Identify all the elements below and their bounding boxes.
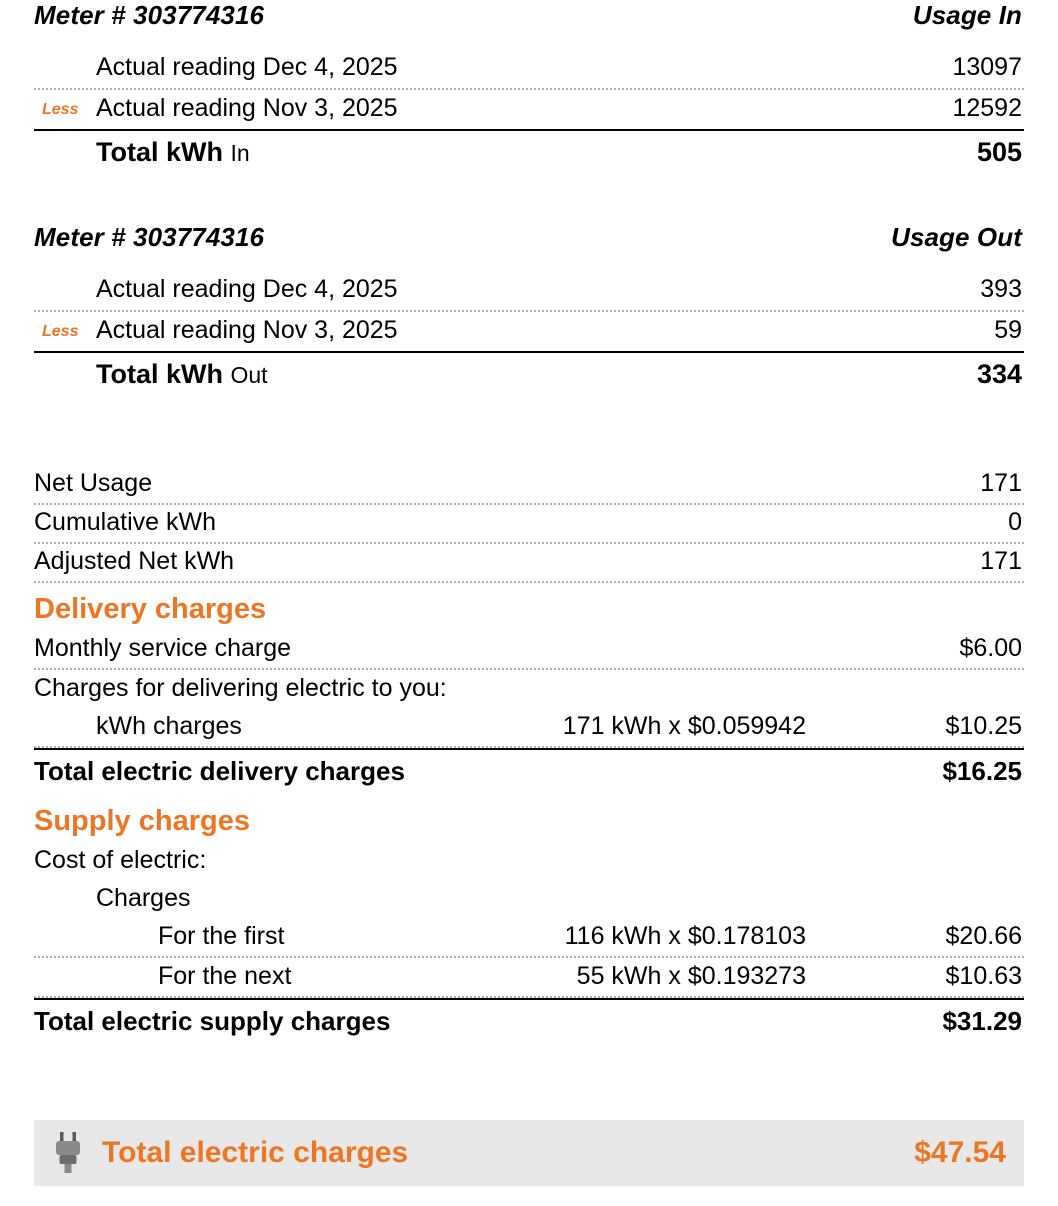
meter-header-in [34, 0, 1024, 31]
reading-row [34, 90, 1024, 131]
charge-row [34, 670, 1024, 708]
reading-value: 12592 [952, 94, 1022, 122]
charge-detail: 116 kWh x $0.178103 [564, 922, 806, 950]
reading-row [34, 271, 1024, 312]
usage-direction-out: Usage Out [891, 222, 1022, 252]
meter-number-out: Meter # 303774316 [34, 222, 265, 252]
supply-charges-list [34, 842, 1024, 1045]
summary-value: 171 [980, 469, 1022, 497]
summary-label: Net Usage [34, 469, 153, 497]
reading-value: 13097 [952, 53, 1022, 81]
less-tag: Less [42, 101, 79, 118]
reading-row [34, 312, 1024, 353]
summary-label: Cumulative kWh [34, 508, 216, 536]
summary-value: 0 [1008, 508, 1022, 536]
electric-plug-icon [48, 1131, 88, 1175]
total-supply-label: Total electric supply charges [34, 1006, 391, 1036]
usage-summary [34, 466, 1024, 583]
reading-row [34, 49, 1024, 90]
supply-charges-heading: Supply charges [34, 805, 250, 837]
total-kwh-in-row [34, 131, 1024, 170]
usage-direction-in: Usage In [912, 0, 1022, 30]
total-kwh-in-label [34, 137, 250, 168]
total-electric-charges-bar [34, 1120, 1024, 1186]
total-supply-value: $31.29 [942, 1006, 1022, 1036]
charge-amount: $10.25 [945, 712, 1022, 740]
less-tag: Less [42, 323, 79, 340]
charge-label: For the next [158, 962, 292, 990]
spacer [34, 392, 1024, 460]
charge-label: Monthly service charge [34, 634, 292, 662]
summary-row [34, 505, 1024, 544]
charge-label: Charges for delivering electric to you: [34, 674, 447, 702]
charge-row [34, 630, 1024, 670]
charge-row [34, 880, 1024, 918]
reading-value: 393 [980, 275, 1022, 303]
total-supply-charges-row [34, 998, 1024, 1045]
reading-label: Actual reading Dec 4, 2025 [96, 53, 398, 81]
delivery-charges-heading: Delivery charges [34, 593, 267, 625]
charge-row [34, 958, 1024, 998]
meter-readings-in [34, 49, 1024, 170]
total-kwh-out-value: 334 [976, 359, 1022, 389]
charge-row [34, 708, 1024, 748]
charge-label: Charges [96, 884, 191, 912]
reading-label: Actual reading Dec 4, 2025 [96, 275, 398, 303]
charge-amount: $10.63 [945, 962, 1022, 990]
summary-value: 171 [980, 547, 1022, 575]
total-electric-charges-label: Total electric charges [102, 1136, 409, 1169]
charge-detail: 171 kWh x $0.059942 [562, 712, 806, 740]
meter-header-out [34, 222, 1024, 253]
reading-label: Actual reading Nov 3, 2025 [96, 94, 398, 122]
meter-number-in: Meter # 303774316 [34, 0, 265, 30]
summary-label: Adjusted Net kWh [34, 547, 235, 575]
total-kwh-out-row [34, 353, 1024, 392]
charge-label: For the first [158, 922, 285, 950]
total-electric-charges-amount: $47.54 [914, 1136, 1006, 1169]
total-kwh-text: Total kWh [96, 359, 223, 389]
charge-amount: $6.00 [959, 634, 1022, 662]
total-kwh-out-label [34, 359, 268, 390]
delivery-charges-list [34, 630, 1024, 795]
total-delivery-value: $16.25 [942, 756, 1022, 786]
meter-readings-out [34, 271, 1024, 392]
reading-label: Actual reading Nov 3, 2025 [96, 316, 398, 344]
charge-label: Cost of electric: [34, 846, 207, 874]
total-kwh-in-value: 505 [976, 137, 1022, 167]
charge-detail: 55 kWh x $0.193273 [576, 962, 806, 990]
total-delivery-charges-row [34, 748, 1024, 795]
total-kwh-suffix: In [230, 140, 250, 166]
summary-row [34, 544, 1024, 583]
reading-value: 59 [994, 316, 1022, 344]
charge-amount: $20.66 [945, 922, 1022, 950]
spacer [34, 170, 1024, 222]
total-delivery-label: Total electric delivery charges [34, 756, 405, 786]
charge-label: kWh charges [96, 712, 242, 740]
charge-row [34, 918, 1024, 958]
total-kwh-text: Total kWh [96, 137, 223, 167]
charge-row [34, 842, 1024, 880]
total-kwh-suffix: Out [230, 362, 268, 388]
summary-row [34, 466, 1024, 505]
